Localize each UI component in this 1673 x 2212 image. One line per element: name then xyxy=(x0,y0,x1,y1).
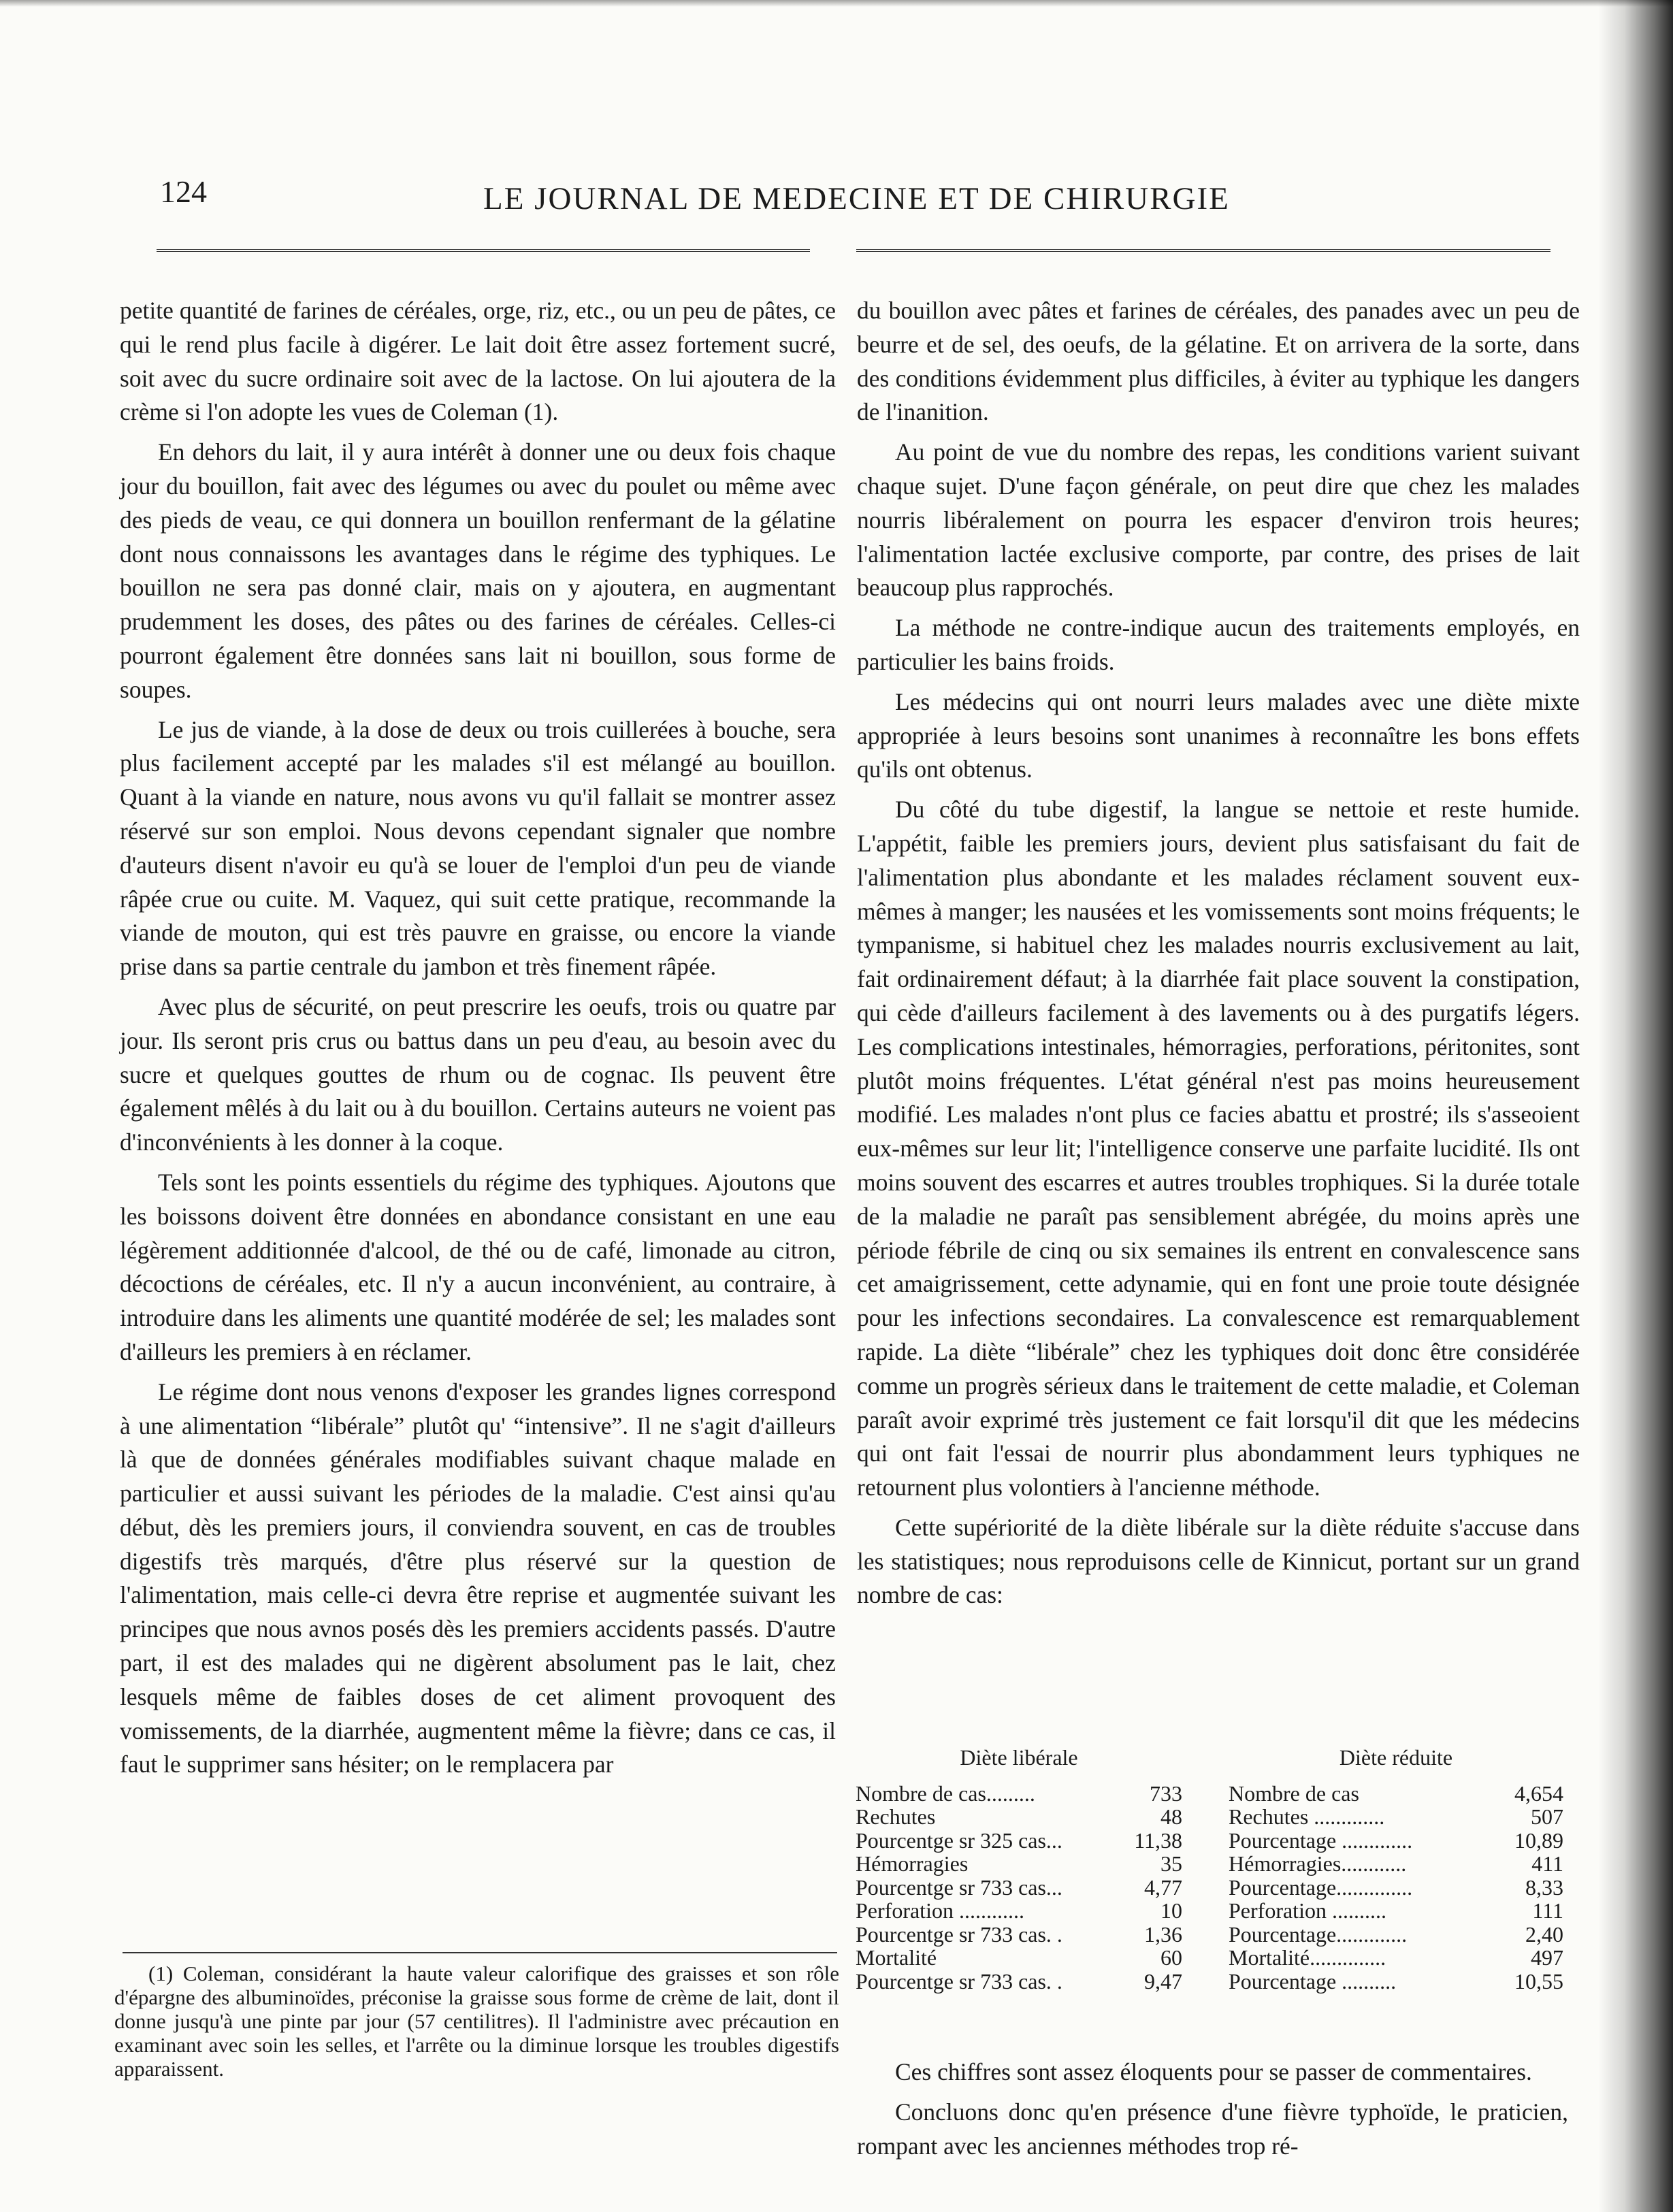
closing-paragraphs xyxy=(857,2055,1568,2163)
table-row xyxy=(856,1970,1182,1994)
row-value: 111 xyxy=(1532,1898,1563,1923)
table-row xyxy=(1229,1782,1563,1806)
table-row xyxy=(856,1946,1182,1970)
right-paragraph-5: Du côté du tube digestif, la langue se nettoie et reste humide. L'appétit, faible les premiers jours, devient plus satisfaisant du fait de l'alimentation plus abondante et les malades réclament souvent eux-mêmes à manger; les nausées et les vomissements sont moins fréquents; le tympanisme, si habituel chez les malades nourris exclusivement au lait, fait ordinairement défaut; à la diarrhée fait place souvent la constipation, qui cède d'ailleurs facilement à des lavements ou à des purgatifs légers. Les complications intestinales, hémorragies, perforations, péritonites, sont plutôt moins fréquentes. L'état général n'est pas moins heureusement modifié. Les malades n'ont plus ce facies abattu et prostré; ils s'asseoient eux-mêmes sur leur lit; l'intelligence conserve une parfaite lucidité. Ils ont moins souvent des escarres et autres troubles trophiques. Si la durée totale de la maladie ne paraît pas sensiblement abrégée, du moins après une période fébrile de cinq ou six semaines ils entrent en convalescence sans cet amaigrissement, cette adynamie, qui en font une proie toute désignée pour les infections secondaires. La convalescence est remarquablement rapide. La diète “libérale” chez les typhiques doit donc être considérée comme un progrès sérieux dans le traitement de cette maladie, et Coleman paraît avoir exprimé très justement ce fait lorsqu'il dit que les médecins qui ont fait l'essai de nourrir plus abondamment leurs typhiques ne retournent plus volontiers à l'ancienne méthode. xyxy=(857,796,1580,1501)
row-label: Pourcentage ............. xyxy=(1229,1827,1413,1853)
liberal-diet-heading: Diète libérale xyxy=(960,1745,1078,1770)
right-paragraph-3: La méthode ne contre-indique aucun des traitements employés, en particulier les bains froids. xyxy=(857,614,1580,675)
reduced-diet-table xyxy=(1229,1746,1563,1993)
table-row xyxy=(856,1805,1182,1829)
left-paragraph-6: Le régime dont nous venons d'exposer les grandes lignes correspond à une alimentation “libérale” plutôt qu' “intensive”. Il ne s'agit d'ailleurs là que de données générales modifiables suivant chaque malade en particulier et aussi suivant les périodes de la maladie. C'est ainsi qu'au début, dès les premiers jours, il conviendra souvent, en cas de troubles digestifs très marqués, d'être plus réservé sur la question de l'alimentation, mais celle-ci devra être reprise et augmentée suivant les principes que nous avnos posés dès les premiers accidents passés. D'autre part, il est des malades qui ne digèrent absolument pas le lait, chez lesquels même de faibles doses de cet aliment provoquent des vomissements, de la diarrhée, augmentent même la fièvre; dans ce cas, il faut le supprimer sans hésiter; on le remplacera par xyxy=(120,1378,836,1778)
row-value: 9,47 xyxy=(1144,1968,1182,1994)
table-row xyxy=(1229,1923,1563,1947)
row-value: 733 xyxy=(1150,1780,1182,1806)
row-label: Hémorragies............ xyxy=(1229,1851,1407,1876)
header-rule-left xyxy=(157,249,810,252)
row-label: Pourcentage............. xyxy=(1229,1921,1408,1947)
row-value: 10,55 xyxy=(1514,1968,1563,1994)
scan-edge-shadow xyxy=(1598,0,1673,2212)
table-row xyxy=(1229,1805,1563,1829)
row-label: Pourcentge sr 733 cas... xyxy=(856,1874,1062,1900)
running-title: LE JOURNAL DE MEDECINE ET DE CHIRURGIE xyxy=(483,181,1230,216)
left-paragraph-5: Tels sont les points essentiels du régime des typhiques. Ajoutons que les boissons doivent être données en abondance consistant en une eau légèrement additionnée d'alcool, de thé ou de café, limonade au citron, décoctions de céréales, etc. Il n'y a aucun inconvénient, au contraire, à introduire dans les aliments une quantité modérée de sel; les malades sont d'ailleurs les premiers à en réclamer. xyxy=(120,1168,836,1365)
row-value: 411 xyxy=(1531,1851,1563,1876)
table-row xyxy=(1229,1876,1563,1900)
left-paragraph-4: Avec plus de sécurité, on peut prescrire les oeufs, trois ou quatre par jour. Ils seront pris crus ou battus dans un peu d'eau, au besoin avec du sucre et quelques gouttes de rhum ou de cognac. Ils peuvent être également mêlés à du lait ou à du bouillon. Certains auteurs ne voient pas d'inconvénients à les donner à la coque. xyxy=(120,992,836,1156)
row-label: Nombre de cas xyxy=(1229,1780,1359,1806)
left-paragraph-3: Le jus de viande, à la dose de deux ou trois cuillerées à bouche, sera plus facilement accepté par les malades s'il est mélangé au bouillon. Quant à la viande en nature, nous avons vu qu'il fallait se montrer assez réservé sur son emploi. Nous devons cependant signaler que nombre d'auteurs disent n'avoir eu qu'à se louer de l'emploi d'un peu de viande râpée crue ou cuite. M. Vaquez, qui suit cette pratique, recommande la viande de mouton, qui est très pauvre en graisse, ou encore la viande prise dans sa partie centrale du jambon et très finement râpée. xyxy=(120,715,836,981)
row-value: 8,33 xyxy=(1525,1874,1563,1900)
row-value: 497 xyxy=(1531,1945,1563,1970)
row-value: 507 xyxy=(1531,1804,1563,1829)
right-paragraph-2: Au point de vue du nombre des repas, les conditions varient suivant chaque sujet. D'une façon générale, on peut dire que chez les malades nourris libéralement on pourra les espacer d'environ trois heures; l'alimentation lactée exclusive comporte, par contre, des prises de lait beaucoup plus rapprochés. xyxy=(857,438,1580,602)
row-label: Pourcentge sr 733 cas. . xyxy=(856,1921,1062,1947)
scan-top-shadow xyxy=(0,0,1673,7)
row-label: Nombre de cas......... xyxy=(856,1780,1035,1806)
row-label: Rechutes xyxy=(856,1804,936,1829)
footnote-text: (1) Coleman, considérant la haute valeur calorifique des graisses et son rôle d'épargne des albuminoïdes, préconise la graisse sous forme de crème de lait, dont il donne jusqu'à une pinte par jour (57 centilitres). Il l'administre avec précaution en examinant avec soin les selles, et l'arrête ou la diminue lorsque les troubles digestifs apparaissent. xyxy=(114,1962,839,2081)
row-label: Rechutes ............. xyxy=(1229,1804,1385,1829)
row-label: Mortalité.............. xyxy=(1229,1945,1386,1970)
row-label: Pourcentage .......... xyxy=(1229,1968,1397,1994)
row-label: Pourcentage.............. xyxy=(1229,1874,1413,1900)
row-value: 4,654 xyxy=(1514,1780,1563,1806)
right-paragraph-1: du bouillon avec pâtes et farines de céréales, des panades avec un peu de beurre et de sel, des oeufs, de la gélatine. Et on arrivera de la sorte, dans des conditions évidemment plus difficiles, à éviter au typhique les dangers de l'inanition. xyxy=(857,297,1580,426)
header-rule-right xyxy=(856,249,1550,252)
row-value: 2,40 xyxy=(1525,1921,1563,1947)
table-row xyxy=(1229,1829,1563,1853)
table-row xyxy=(856,1923,1182,1947)
table-row xyxy=(856,1782,1182,1806)
row-value: 10 xyxy=(1160,1898,1182,1923)
table-row xyxy=(856,1829,1182,1853)
row-value: 35 xyxy=(1160,1851,1182,1876)
row-label: Mortalité xyxy=(856,1945,937,1970)
right-column xyxy=(857,294,1580,1612)
row-label: Perforation .......... xyxy=(1229,1898,1386,1923)
row-label: Perforation ............ xyxy=(856,1898,1024,1923)
reduced-diet-heading: Diète réduite xyxy=(1339,1745,1453,1770)
closing-paragraph-2: Concluons donc qu'en présence d'une fièvre typhoïde, le praticien, rompant avec les anciennes méthodes trop ré- xyxy=(857,2098,1568,2160)
right-paragraph-6: Cette supériorité de la diète libérale sur la diète réduite s'accuse dans les statistiques; nous reproduisons celle de Kinnicut, portant sur un grand nombre de cas: xyxy=(857,1513,1580,1609)
row-value: 4,77 xyxy=(1144,1874,1182,1900)
footnote xyxy=(114,1962,839,2081)
table-row xyxy=(1229,1970,1563,1994)
table-row xyxy=(856,1876,1182,1900)
table-row xyxy=(856,1852,1182,1876)
left-paragraph-1: petite quantité de farines de céréales, orge, riz, etc., ou un peu de pâtes, ce qui le rend plus facile à digérer. Le lait doit être assez fortement sucré, soit avec du sucre ordinaire soit avec de la lactose. On lui ajoutera de la crème si l'on adopte les vues de Coleman (1). xyxy=(120,297,836,426)
table-row xyxy=(856,1899,1182,1923)
footnote-rule xyxy=(123,1952,837,1953)
row-value: 11,38 xyxy=(1134,1827,1182,1853)
row-value: 60 xyxy=(1160,1945,1182,1970)
row-value: 10,89 xyxy=(1514,1827,1563,1853)
right-paragraph-4: Les médecins qui ont nourri leurs malades avec une diète mixte appropriée à leurs besoins sont unanimes à reconnaître les bons effets qu'ils ont obtenus. xyxy=(857,687,1580,783)
table-row xyxy=(1229,1946,1563,1970)
left-paragraph-2: En dehors du lait, il y aura intérêt à donner une ou deux fois chaque jour du bouillon, fait avec des légumes ou avec du poulet ou même avec des pieds de veau, ce qui donnera un bouillon renfermant de la gélatine dont nous connaissons les avantages dans le régime des typhiques. Le bouillon ne sera pas donné clair, mais on y ajoutera, en augmentant prudemment les doses, des pâtes ou des farines de céréales. Celles-ci pourront également être données sans lait ni bouillon, sous forme de soupes. xyxy=(120,438,836,703)
row-label: Pourcentge sr 325 cas... xyxy=(856,1827,1062,1853)
row-label: Hémorragies xyxy=(856,1851,969,1876)
row-value: 48 xyxy=(1160,1804,1182,1829)
row-label: Pourcentge sr 733 cas. . xyxy=(856,1968,1062,1994)
page-number: 124 xyxy=(160,174,207,209)
liberal-diet-table xyxy=(856,1746,1182,1993)
closing-paragraph-1: Ces chiffres sont assez éloquents pour se passer de commentaires. xyxy=(895,2058,1532,2085)
row-value: 1,36 xyxy=(1144,1921,1182,1947)
table-row xyxy=(1229,1899,1563,1923)
left-column xyxy=(120,294,836,1782)
table-row xyxy=(1229,1852,1563,1876)
